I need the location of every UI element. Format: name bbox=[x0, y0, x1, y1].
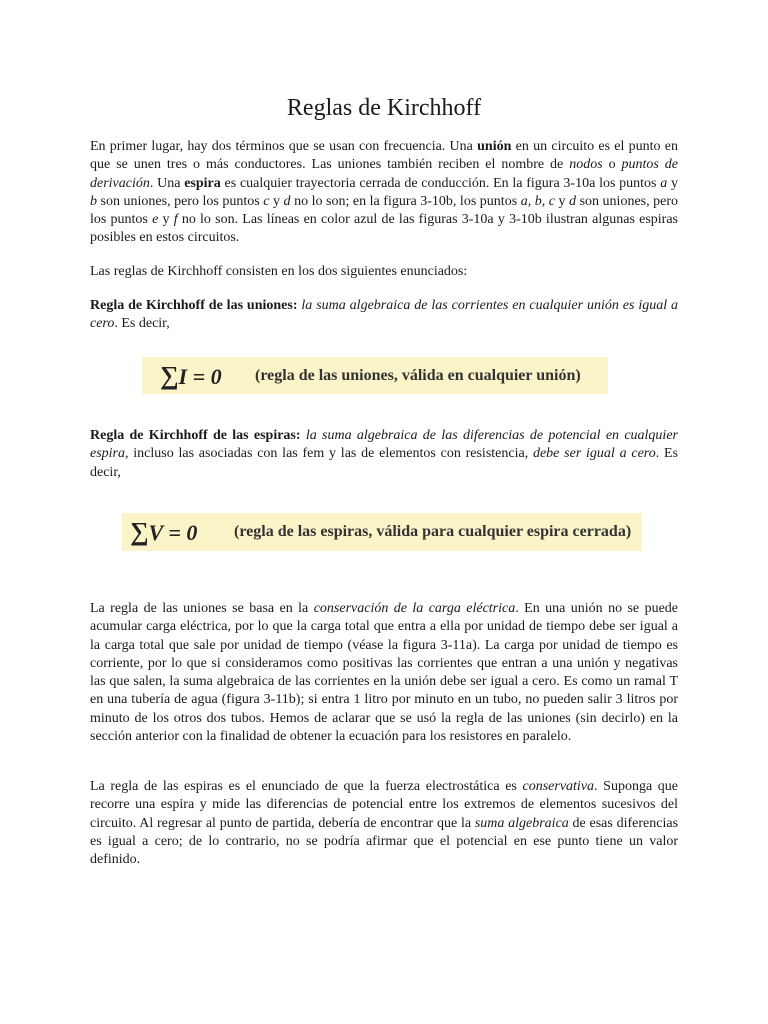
rule-statement: la suma algebraica de las diferencias de potencial en cualquier espira bbox=[90, 428, 678, 462]
rule-label: Regla de Kirchhoff de las espiras: bbox=[90, 428, 301, 443]
text: no lo son. Las líneas en color azul de las figuras 3-10a y 3-10b ilustran algunas espiras posibles en estos circuitos. bbox=[90, 212, 678, 246]
text: son uniones, pero los puntos bbox=[97, 193, 264, 209]
emphasis: suma algebraica bbox=[474, 815, 569, 831]
var-d: d bbox=[569, 193, 577, 209]
rule-statement: la suma algebraica de las corrientes en cualquier unión es igual a cero bbox=[90, 298, 679, 332]
formula-equation: V = 0 bbox=[148, 520, 198, 545]
paragraph-intro-rules: Las reglas de Kirchhoff consisten en los dos siguientes enunciados: bbox=[90, 264, 468, 279]
text: en un circuito es el punto en que se unen tres o más conductores. Las uniones también reciben el nombre de bbox=[90, 139, 679, 173]
text: y bbox=[667, 175, 679, 191]
text: no lo son; en la figura 3-10b, los puntos bbox=[290, 193, 521, 209]
formula-description: (regla de las uniones, válida en cualquier unión) bbox=[255, 366, 581, 384]
page-title: Reglas de Kirchhoff bbox=[286, 95, 482, 121]
text: y bbox=[158, 212, 174, 228]
term-puntos-derivacion: puntos de derivación bbox=[90, 157, 678, 191]
var-a: a bbox=[660, 175, 668, 191]
formula-loop-rule bbox=[122, 513, 642, 551]
text: . Es decir, bbox=[114, 316, 170, 332]
text: La regla de las uniones se basa en la bbox=[90, 601, 314, 616]
formula-expression bbox=[130, 517, 234, 547]
sigma-symbol: ∑ bbox=[130, 517, 149, 546]
var-c: c bbox=[263, 193, 270, 209]
term-union: unión bbox=[477, 139, 512, 154]
text: En primer lugar, hay dos términos que se usan con frecuencia. Una bbox=[90, 139, 478, 154]
paragraph-junction-rule bbox=[90, 297, 678, 334]
text: La regla de las espiras es el enunciado de que la fuerza electrostática es bbox=[90, 779, 523, 794]
paragraph-junction-explanation bbox=[90, 600, 678, 746]
sigma-symbol: ∑ bbox=[160, 360, 179, 390]
rule-label: Regla de Kirchhoff de las uniones: bbox=[90, 298, 298, 313]
paragraph-loop-explanation bbox=[90, 778, 678, 869]
text: es cualquier trayectoria cerrada de conducción. En la figura 3-10a los puntos bbox=[220, 175, 661, 191]
text: . Suponga que recorre una espira y mide las diferencias de potencial entre los extremos de elementos sucesivos del circuito. Al regresar al punto de partida, debería de encontrar que la bbox=[90, 779, 679, 831]
var-b: b bbox=[90, 193, 97, 209]
var-f: f bbox=[173, 212, 178, 228]
emphasis: conservativa bbox=[522, 779, 595, 794]
var-abc: a, b, c bbox=[520, 193, 555, 209]
formula-junction-rule bbox=[142, 357, 608, 394]
text: o bbox=[602, 157, 622, 173]
paragraph-loop-rule bbox=[90, 427, 678, 482]
text: son uniones, pero los puntos bbox=[90, 193, 679, 228]
text: , incluso las asociadas con las fem y las de elementos con resistencia, bbox=[125, 446, 533, 462]
text: . En una unión no se puede acumular carga eléctrica, por lo que la carga total que entra a ella por unidad de tiempo debe ser igual a la carga total que sale por unidad de tiempo (véase la figura 3-11a). La carga por unidad de tiempo es corriente, por lo que si consideramos como positivas las corrientes que entran a una unión y negativas las que salen, la suma algebraica de las corrientes en la unión debe ser igual a cero. Es como un ramal T en una tubería de agua (figura 3-11b); si entra 1 litro por minuto en un tubo, no pueden salir 3 litros por minuto de los otros dos tubos. Hemos de aclarar que se usó la regla de las uniones (sin decirlo) en la sección anterior con la finalidad de obtener la ecuación para los resistores en paralelo. bbox=[90, 601, 678, 745]
term-espira: espira bbox=[184, 175, 221, 191]
paragraph-definitions bbox=[90, 138, 678, 248]
text: . Una bbox=[149, 175, 185, 191]
text: . Es decir, bbox=[90, 446, 678, 480]
formula-description: (regla de las espiras, válida para cualquier espira cerrada) bbox=[234, 523, 632, 540]
rule-statement: debe ser igual a cero bbox=[532, 446, 656, 462]
text: y bbox=[269, 193, 284, 209]
text: de esas diferencias es igual a cero; de lo contrario, no se podría afirmar que el potencial en ese punto tiene un valor definido. bbox=[90, 815, 679, 868]
formula-equation: I = 0 bbox=[178, 363, 222, 389]
term-nodos: nodos bbox=[569, 157, 603, 173]
text: y bbox=[554, 193, 570, 209]
var-d: d bbox=[283, 193, 291, 209]
var-e: e bbox=[152, 212, 159, 228]
formula-expression bbox=[160, 361, 255, 391]
emphasis: conservación de la carga eléctrica bbox=[313, 601, 516, 616]
